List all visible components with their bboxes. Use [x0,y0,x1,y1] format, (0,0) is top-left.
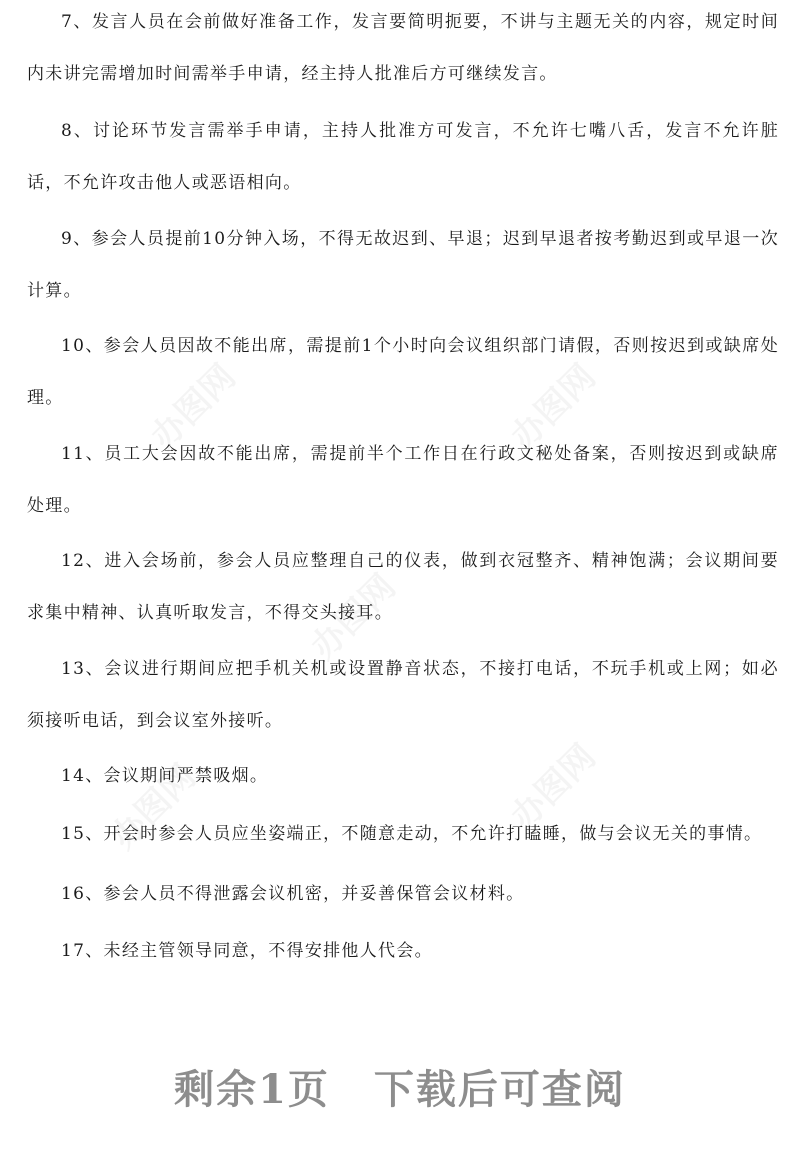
paragraph-14: 14、会议期间严禁吸烟。 [61,766,269,786]
download-banner[interactable] [0,1058,800,1115]
download-to-view-text: 下载后可查阅 [373,1066,626,1113]
paragraph-8: 8、讨论环节发言需举手申请，主持人批准方可发言，不允许七嘴八舌，发言不允许脏话，不允许攻击他人或恶语相向。 [27,121,779,193]
paragraph-10: 10、参会人员因故不能出席，需提前1个小时向会议组织部门请假，否则按迟到或缺席处理。 [27,336,779,408]
paragraph-17: 17、未经主管领导同意，不得安排他人代会。 [61,941,433,961]
paragraph-7: 7、发言人员在会前做好准备工作，发言要简明扼要，不讲与主题无关的内容，规定时间内未讲完需增加时间需举手申请，经主持人批准后方可继续发言。 [27,12,779,84]
paragraph-16: 16、参会人员不得泄露会议机密，并妥善保管会议材料。 [61,884,525,904]
paragraph-13: 13、会议进行期间应把手机关机或设置静音状态，不接打电话，不玩手机或上网；如必须接听电话，到会议室外接听。 [27,659,779,731]
paragraph-9: 9、参会人员提前10分钟入场，不得无故迟到、早退；迟到早退者按考勤迟到或早退一次计算。 [27,229,779,301]
paragraph-11: 11、员工大会因故不能出席，需提前半个工作日在行政文秘处备案，否则按迟到或缺席处理。 [27,444,779,516]
paragraph-12: 12、进入会场前，参会人员应整理自己的仪表，做到衣冠整齐、精神饱满；会议期间要求集中精神、认真听取发言，不得交头接耳。 [27,551,779,623]
paragraph-15: 15、开会时参会人员应坐姿端正，不随意走动，不允许打瞌睡，做与会议无关的事情。 [61,824,763,844]
remaining-pages-text: 剩余1页 [174,1066,330,1113]
